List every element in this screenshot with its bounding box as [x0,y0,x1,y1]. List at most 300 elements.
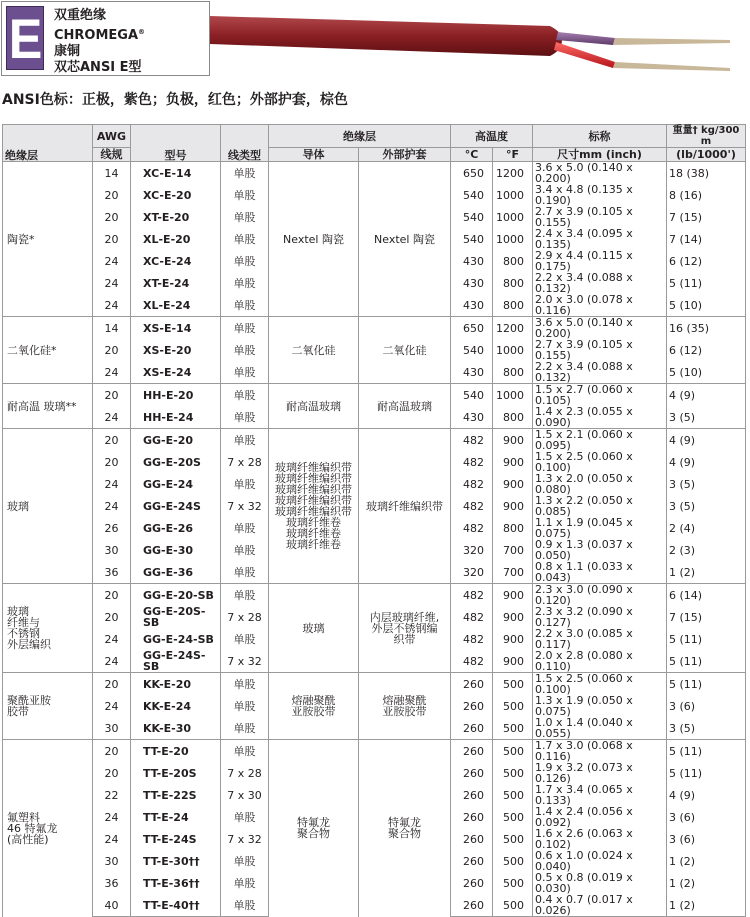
model-cell: GG-E-30 [131,539,221,561]
badge-letter: E [8,7,43,70]
header-weight: 重量† kg/300 m [667,125,746,148]
table-row [3,673,746,696]
temp-c-cell: 482 [451,606,493,628]
model-cell: TT-E-20 [131,740,221,763]
header-temp-f: °F [493,148,533,162]
temp-f-cell: 900 [493,584,533,607]
wire-type-cell: 单股 [221,584,269,607]
wire-type-cell: 7 x 28 [221,451,269,473]
awg-cell: 20 [93,606,131,628]
awg-cell: 26 [93,517,131,539]
weight-cell: 1 (2) [667,894,746,917]
jacket-cell: 二氧化硅 [359,317,451,384]
temp-c-cell: 540 [451,184,493,206]
wire-type-cell: 单股 [221,894,269,917]
cable-illustration [210,10,750,80]
weight-cell: 5 (10) [667,294,746,317]
jacket-cell-line: 织带 [393,632,416,646]
wire-type-cell: 单股 [221,272,269,294]
temp-c-cell: 540 [451,384,493,407]
temp-f-cell: 800 [493,517,533,539]
awg-cell: 20 [93,762,131,784]
header-insulation: 绝缘层 [3,125,93,162]
wire-type-cell: 单股 [221,740,269,763]
temp-f-cell: 1000 [493,384,533,407]
model-cell: GG-E-24-SB [131,628,221,650]
brand-name: CHROMEGA [54,28,139,43]
temp-c-cell: 320 [451,539,493,561]
registered-mark: ® [138,28,146,36]
model-cell: KK-E-30 [131,717,221,740]
temp-f-cell: 500 [493,695,533,717]
temp-c-cell: 430 [451,250,493,272]
weight-cell: 3 (5) [667,717,746,740]
size-cell: 1.3 x 1.9 (0.050 x 0.075) [533,695,667,717]
model-cell: GG-E-20-SB [131,584,221,607]
weight-cell: 3 (6) [667,806,746,828]
temp-c-cell: 260 [451,806,493,828]
model-cell: GG-E-24S-SB [131,650,221,673]
temp-f-cell: 500 [493,673,533,696]
temp-c-cell: 260 [451,673,493,696]
size-cell: 1.1 x 1.9 (0.045 x 0.075) [533,517,667,539]
conductor-cell-line: 聚合物 [297,827,330,841]
temp-f-cell: 1000 [493,184,533,206]
conductor-cell: Nextel 陶瓷 [269,162,359,317]
temp-f-cell: 500 [493,762,533,784]
awg-cell: 24 [93,406,131,429]
weight-cell: 5 (11) [667,628,746,650]
size-cell: 2.3 x 3.2 (0.090 x 0.127) [533,606,667,628]
purple-wire [556,32,615,45]
model-cell: GG-E-20 [131,429,221,452]
weight-cell: 3 (6) [667,828,746,850]
awg-cell: 20 [93,584,131,607]
size-cell: 1.4 x 2.4 (0.056 x 0.092) [533,806,667,828]
temp-c-cell: 482 [451,451,493,473]
size-cell: 2.7 x 3.9 (0.105 x 0.155) [533,206,667,228]
size-cell: 2.2 x 3.4 (0.088 x 0.132) [533,361,667,384]
model-cell: TT-E-24 [131,806,221,828]
wire-type-cell: 单股 [221,228,269,250]
product-header [1,1,210,76]
size-cell: 2.2 x 3.4 (0.088 x 0.132) [533,272,667,294]
temp-c-cell: 650 [451,317,493,340]
weight-cell: 4 (9) [667,429,746,452]
insulation-cell-line: 胶带 [7,705,29,718]
temp-f-cell: 1000 [493,206,533,228]
awg-cell: 24 [93,695,131,717]
awg-cell: 24 [93,473,131,495]
wire-type-cell: 单股 [221,517,269,539]
size-cell: 2.2 x 3.0 (0.085 x 0.117) [533,628,667,650]
weight-cell: 18 (38) [667,162,746,185]
size-cell: 2.0 x 2.8 (0.080 x 0.110) [533,650,667,673]
table-row [3,584,746,607]
awg-cell: 24 [93,806,131,828]
weight-cell: 5 (11) [667,272,746,294]
header-text [54,8,145,76]
model-cell: XL-E-20 [131,228,221,250]
awg-cell: 36 [93,872,131,894]
jacket-cell-line: 特氟龙 [388,816,421,830]
wire-type-cell: 单股 [221,429,269,452]
temp-c-cell: 540 [451,339,493,361]
temp-c-cell: 482 [451,473,493,495]
awg-cell: 24 [93,361,131,384]
conductor-cell-line: 玻璃纤维编织带 [275,483,352,496]
conductor-cell-line: 玻璃纤维卷 [286,516,341,529]
weight-cell: 8 (16) [667,184,746,206]
awg-cell: 24 [93,828,131,850]
temp-f-cell: 500 [493,806,533,828]
wire-type-cell: 单股 [221,850,269,872]
temp-f-cell: 1200 [493,162,533,185]
model-cell: GG-E-24S [131,495,221,517]
insulation-cell-line: 玻璃 [7,605,29,618]
awg-cell: 20 [93,740,131,763]
temp-f-cell: 500 [493,717,533,740]
jacket-cell [359,584,451,673]
size-cell: 1.5 x 2.1 (0.060 x 0.095) [533,429,667,452]
wire-type-cell: 单股 [221,206,269,228]
temp-f-cell: 900 [493,451,533,473]
insulation-cell-line: 聚酰亚胺 [7,694,51,707]
insulation-cell-line: 不锈钢 [7,627,40,640]
table-row [3,162,746,185]
wire-type-cell: 单股 [221,184,269,206]
insulation-cell [3,673,93,740]
size-cell: 1.3 x 2.0 (0.050 x 0.080) [533,473,667,495]
temp-f-cell: 700 [493,539,533,561]
temp-c-cell: 430 [451,272,493,294]
jacket-cell-line: 内层玻璃纤维, [369,610,440,624]
model-cell: GG-E-24 [131,473,221,495]
size-cell: 0.4 x 0.7 (0.017 x 0.026) [533,894,667,917]
wire-type-cell: 单股 [221,384,269,407]
awg-cell: 24 [93,272,131,294]
wire-type-cell: 单股 [221,673,269,696]
conductor-cell: 二氧化硅 [269,317,359,384]
model-cell: XS-E-24 [131,361,221,384]
size-cell: 2.3 x 3.0 (0.090 x 0.120) [533,584,667,607]
conductor-cell: 玻璃 [269,584,359,673]
wire-type-cell: 单股 [221,317,269,340]
wire-type-cell: 单股 [221,406,269,429]
ansi-color-legend: ANSI色标：正极，紫色；负极，红色；外部护套，棕色 [2,92,348,108]
jacket-cell [359,740,451,917]
header-outer-jacket: 外部护套 [359,148,451,162]
conductor-cell-line: 亚胺胶带 [291,705,336,718]
weight-cell: 5 (10) [667,361,746,384]
temp-c-cell: 430 [451,294,493,317]
temp-c-cell: 260 [451,894,493,917]
weight-cell: 4 (9) [667,784,746,806]
size-cell: 1.0 x 1.4 (0.040 x 0.055) [533,717,667,740]
header-awg: AWG [93,125,131,148]
jacket-cell-line: 聚合物 [388,827,421,841]
weight-cell: 7 (14) [667,228,746,250]
jacket-cell: 耐高温玻璃 [359,384,451,429]
temp-c-cell: 260 [451,740,493,763]
awg-cell: 20 [93,184,131,206]
size-cell: 1.7 x 3.0 (0.068 x 0.116) [533,740,667,763]
table-header [3,125,746,162]
temp-c-cell: 540 [451,206,493,228]
wire-type-cell: 单股 [221,294,269,317]
weight-cell: 7 (15) [667,606,746,628]
header-temp-c: °C [451,148,493,162]
insulation-cell [3,740,93,917]
temp-c-cell: 260 [451,717,493,740]
temp-f-cell: 800 [493,294,533,317]
model-cell: KK-E-20 [131,673,221,696]
size-cell: 1.5 x 2.5 (0.060 x 0.100) [533,451,667,473]
temp-f-cell: 900 [493,495,533,517]
insulation-cell: 二氧化硅* [3,317,93,384]
weight-cell: 1 (2) [667,872,746,894]
size-cell: 3.4 x 4.8 (0.135 x 0.190) [533,184,667,206]
wire-type-cell: 7 x 32 [221,650,269,673]
insulation-cell-line: 外层编织 [7,638,51,651]
table-body [3,162,746,917]
weight-cell: 6 (14) [667,584,746,607]
awg-cell: 24 [93,294,131,317]
weight-cell: 5 (11) [667,762,746,784]
table-row [3,740,746,763]
awg-cell: 30 [93,539,131,561]
size-cell: 0.5 x 0.8 (0.019 x 0.030) [533,872,667,894]
wire-type-cell: 单股 [221,695,269,717]
wire-type-cell: 7 x 30 [221,784,269,806]
header-line-1: 双重绝缘 [54,8,107,23]
jacket-cell: Nextel 陶瓷 [359,162,451,317]
weight-cell: 5 (11) [667,673,746,696]
model-cell: TT-E-40†† [131,894,221,917]
insulation-cell-line: 纤维与 [7,616,40,629]
temp-c-cell: 482 [451,495,493,517]
spec-table [2,124,745,917]
weight-cell: 6 (12) [667,339,746,361]
temp-f-cell: 900 [493,650,533,673]
conductor-cell-line: 熔融聚酰 [291,694,336,707]
header-model: 型号 [131,125,221,162]
model-cell: TT-E-24S [131,828,221,850]
weight-cell: 4 (9) [667,384,746,407]
conductor-negative [613,62,730,71]
header-line-2 [54,24,145,44]
weight-cell: 1 (2) [667,850,746,872]
awg-cell: 24 [93,495,131,517]
weight-cell: 3 (5) [667,495,746,517]
conductor-cell [269,429,359,584]
jacket-cell-line: 亚胺胶带 [382,705,427,718]
table-row [3,384,746,407]
header-line-3: 康铜 [54,44,81,59]
size-cell: 0.8 x 1.1 (0.033 x 0.043) [533,561,667,584]
model-cell: XL-E-24 [131,294,221,317]
insulation-cell [3,584,93,673]
temp-c-cell: 260 [451,872,493,894]
jacket-cell-line: 外层不锈钢编 [371,621,438,635]
weight-cell: 1 (2) [667,561,746,584]
temp-c-cell: 482 [451,584,493,607]
model-cell: HH-E-20 [131,384,221,407]
temp-f-cell: 800 [493,361,533,384]
header-size: 尺寸mm (inch) [533,148,667,162]
wire-type-cell: 7 x 28 [221,762,269,784]
conductor-cell-line: 玻璃纤维编织带 [275,461,352,474]
temp-f-cell: 800 [493,272,533,294]
wire-type-cell: 单股 [221,561,269,584]
conductor-positive [613,38,730,45]
temp-f-cell: 900 [493,628,533,650]
temp-c-cell: 482 [451,628,493,650]
conductor-cell [269,740,359,917]
wire-type-cell: 单股 [221,628,269,650]
header-nominal: 标称 [533,125,667,148]
temp-f-cell: 1200 [493,317,533,340]
temp-c-cell: 482 [451,517,493,539]
temp-f-cell: 1000 [493,228,533,250]
wire-type-cell: 单股 [221,806,269,828]
weight-cell: 4 (9) [667,451,746,473]
awg-cell: 14 [93,162,131,185]
header-awg-sub: 线规 [93,148,131,162]
weight-cell: 3 (5) [667,406,746,429]
awg-cell: 20 [93,339,131,361]
conductor-cell-line: 玻璃纤维编织带 [275,505,352,518]
wire-type-cell: 单股 [221,717,269,740]
size-cell: 3.6 x 5.0 (0.140 x 0.200) [533,162,667,185]
temp-c-cell: 260 [451,784,493,806]
insulation-cell: 陶瓷* [3,162,93,317]
model-cell: TT-E-36†† [131,872,221,894]
model-cell: GG-E-36 [131,561,221,584]
weight-cell: 3 (6) [667,695,746,717]
jacket-cell: 玻璃纤维编织带 [359,429,451,584]
temp-f-cell: 900 [493,606,533,628]
temp-c-cell: 540 [451,228,493,250]
model-cell: XS-E-20 [131,339,221,361]
insulation-cell-line: 46 特氟龙 [7,821,58,835]
awg-cell: 20 [93,451,131,473]
conductor-cell: 耐高温玻璃 [269,384,359,429]
wire-type-cell: 单股 [221,473,269,495]
wire-type-cell: 7 x 32 [221,495,269,517]
conductor-cell-line: 玻璃纤维编织带 [275,472,352,485]
awg-cell: 20 [93,384,131,407]
awg-cell: 40 [93,894,131,917]
temp-c-cell: 482 [451,429,493,452]
size-cell: 1.4 x 2.3 (0.055 x 0.090) [533,406,667,429]
size-cell: 1.9 x 3.2 (0.073 x 0.126) [533,762,667,784]
table-row [3,317,746,340]
red-wire [554,42,615,68]
size-cell: 2.9 x 4.4 (0.115 x 0.175) [533,250,667,272]
model-cell: TT-E-22S [131,784,221,806]
insulation-cell: 玻璃 [3,429,93,584]
weight-cell: 3 (5) [667,473,746,495]
model-cell: KK-E-24 [131,695,221,717]
model-cell: GG-E-20S-SB [131,606,221,628]
temp-c-cell: 430 [451,361,493,384]
conductor-cell-line: 玻璃纤维编织带 [275,494,352,507]
awg-cell: 20 [93,228,131,250]
size-cell: 1.5 x 2.7 (0.060 x 0.105) [533,384,667,407]
model-cell: TT-E-30†† [131,850,221,872]
awg-cell: 22 [93,784,131,806]
wire-type-cell: 单股 [221,872,269,894]
temp-f-cell: 700 [493,561,533,584]
awg-cell: 20 [93,673,131,696]
jacket-cell-line: 熔融聚酰 [382,694,427,707]
awg-cell: 24 [93,628,131,650]
size-cell: 0.9 x 1.3 (0.037 x 0.050) [533,539,667,561]
awg-cell: 14 [93,317,131,340]
temp-f-cell: 900 [493,429,533,452]
model-cell: XT-E-24 [131,272,221,294]
temp-f-cell: 900 [493,473,533,495]
size-cell: 1.6 x 2.6 (0.063 x 0.102) [533,828,667,850]
awg-cell: 36 [93,561,131,584]
temp-f-cell: 500 [493,784,533,806]
awg-cell: 30 [93,717,131,740]
conductor-cell-line: 玻璃纤维卷 [286,527,341,540]
header-max-temp: 高温度 [451,125,533,148]
temp-c-cell: 430 [451,406,493,429]
type-e-badge [6,6,44,70]
size-cell: 1.5 x 2.5 (0.060 x 0.100) [533,673,667,696]
temp-c-cell: 482 [451,650,493,673]
model-cell: GG-E-20S [131,451,221,473]
weight-cell: 2 (4) [667,517,746,539]
insulation-cell-line: 氟塑料 [7,810,40,824]
temp-c-cell: 260 [451,695,493,717]
size-cell: 3.6 x 5.0 (0.140 x 0.200) [533,317,667,340]
wire-type-cell: 单股 [221,162,269,185]
weight-cell: 5 (11) [667,650,746,673]
temp-f-cell: 500 [493,850,533,872]
temp-c-cell: 260 [451,828,493,850]
weight-cell: 5 (11) [667,740,746,763]
temp-f-cell: 800 [493,250,533,272]
model-cell: XC-E-14 [131,162,221,185]
table-row [3,429,746,452]
weight-cell: 16 (35) [667,317,746,340]
wire-type-cell: 单股 [221,539,269,561]
temp-c-cell: 260 [451,850,493,872]
awg-cell: 24 [93,250,131,272]
size-cell: 0.6 x 1.0 (0.024 x 0.040) [533,850,667,872]
size-cell: 2.0 x 3.0 (0.078 x 0.116) [533,294,667,317]
conductor-cell [269,673,359,740]
size-cell: 1.3 x 2.2 (0.050 x 0.085) [533,495,667,517]
wire-type-cell: 单股 [221,361,269,384]
wire-type-cell: 7 x 28 [221,606,269,628]
insulation-cell-line: (高性能) [7,832,49,846]
temp-f-cell: 500 [493,740,533,763]
header-insulation-layer: 绝缘层 [269,125,451,148]
conductor-cell-line: 玻璃纤维卷 [286,538,341,551]
temp-c-cell: 650 [451,162,493,185]
temp-c-cell: 320 [451,561,493,584]
awg-cell: 20 [93,206,131,228]
temp-f-cell: 500 [493,894,533,917]
model-cell: XT-E-20 [131,206,221,228]
temp-f-cell: 500 [493,828,533,850]
awg-cell: 30 [93,850,131,872]
